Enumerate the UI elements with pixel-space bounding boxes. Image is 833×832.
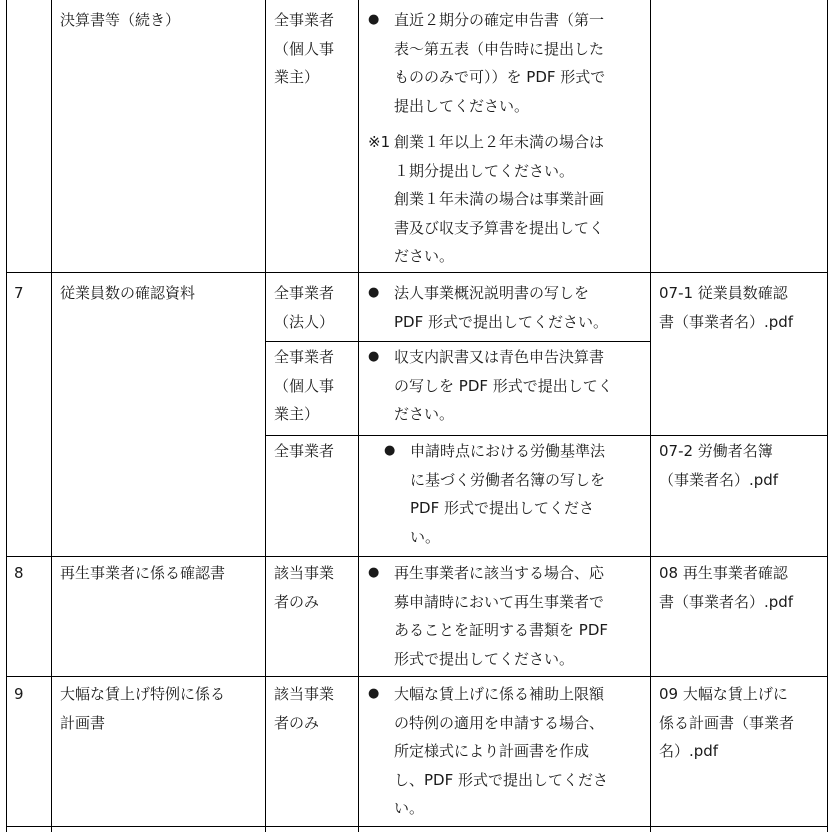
- target-cell: 全事業者: [274, 442, 335, 460]
- target-cell: 全事業者 （法人）: [274, 284, 335, 331]
- row-divider: [6, 556, 827, 557]
- target-cell: 全事業者 （個人事 業主）: [274, 11, 335, 87]
- row-number: 7: [14, 284, 24, 302]
- row-name: 再生事業者に係る確認書: [60, 564, 226, 582]
- row-name: 大幅な賃上げ特例に係る 計画書: [60, 685, 226, 732]
- bullet-icon: ●: [384, 443, 396, 458]
- col-divider: [265, 0, 266, 832]
- requirement-text: 再生事業者に該当する場合、応 募申請時において再生事業者で あることを証明する書類を PDF 形式で提出してください。: [394, 564, 608, 668]
- row-number: 8: [14, 564, 24, 582]
- col-divider: [358, 0, 359, 832]
- file-name: 07-1 従業員数確認 書（事業者名）.pdf: [659, 284, 794, 331]
- target-cell: 全事業者 （個人事 業主）: [274, 348, 335, 424]
- row-divider: [6, 272, 827, 273]
- row-name: 決算書等（続き）: [60, 11, 181, 29]
- col-divider: [650, 0, 651, 832]
- col-divider: [51, 0, 52, 832]
- file-name: 07-2 労働者名簿 （事業者名）.pdf: [659, 442, 779, 489]
- row-divider: [265, 435, 827, 436]
- note-mark: ※1: [368, 133, 391, 151]
- file-name: 09 大幅な賃上げに 係る計画書（事業者 名）.pdf: [659, 685, 795, 761]
- bullet-icon: ●: [368, 285, 380, 300]
- note-text: 創業１年以上２年未満の場合は １期分提出してください。 創業１年未満の場合は事業計画 書及び収支予算書を提出してく ださい。: [394, 133, 605, 266]
- requirement-text: 収支内訳書又は青色申告決算書 の写しを PDF 形式で提出してく ださい。: [394, 348, 613, 424]
- requirement-text: 直近２期分の確定申告書（第一 表～第五表（申告時に提出した もののみで可））を PDF 形式で 提出してください。: [394, 11, 606, 115]
- requirement-text: 大幅な賃上げに係る補助上限額 の特例の適用を申請する場合、 所定様式により計画書を作成 し、PDF 形式で提出してくださ い。: [394, 685, 608, 818]
- bullet-icon: ●: [368, 565, 380, 580]
- requirement-text: 法人事業概況説明書の写しを PDF 形式で提出してください。: [394, 284, 608, 331]
- target-cell: 該当事業 者のみ: [274, 564, 335, 611]
- col-divider: [6, 0, 7, 832]
- target-cell: 該当事業 者のみ: [274, 685, 335, 732]
- row-name: 従業員数の確認資料: [60, 284, 196, 302]
- bullet-icon: ●: [368, 686, 380, 701]
- file-name: 08 再生事業者確認 書（事業者名）.pdf: [659, 564, 794, 611]
- row-divider: [6, 826, 827, 827]
- row-number: 9: [14, 685, 24, 703]
- row-divider: [265, 341, 650, 342]
- row-divider: [6, 676, 827, 677]
- bullet-icon: ●: [368, 349, 380, 364]
- bullet-icon: ●: [368, 12, 380, 27]
- requirement-text: 申請時点における労働基準法 に基づく労働者名簿の写しを PDF 形式で提出してくださ い。: [410, 442, 606, 546]
- col-divider: [827, 0, 828, 832]
